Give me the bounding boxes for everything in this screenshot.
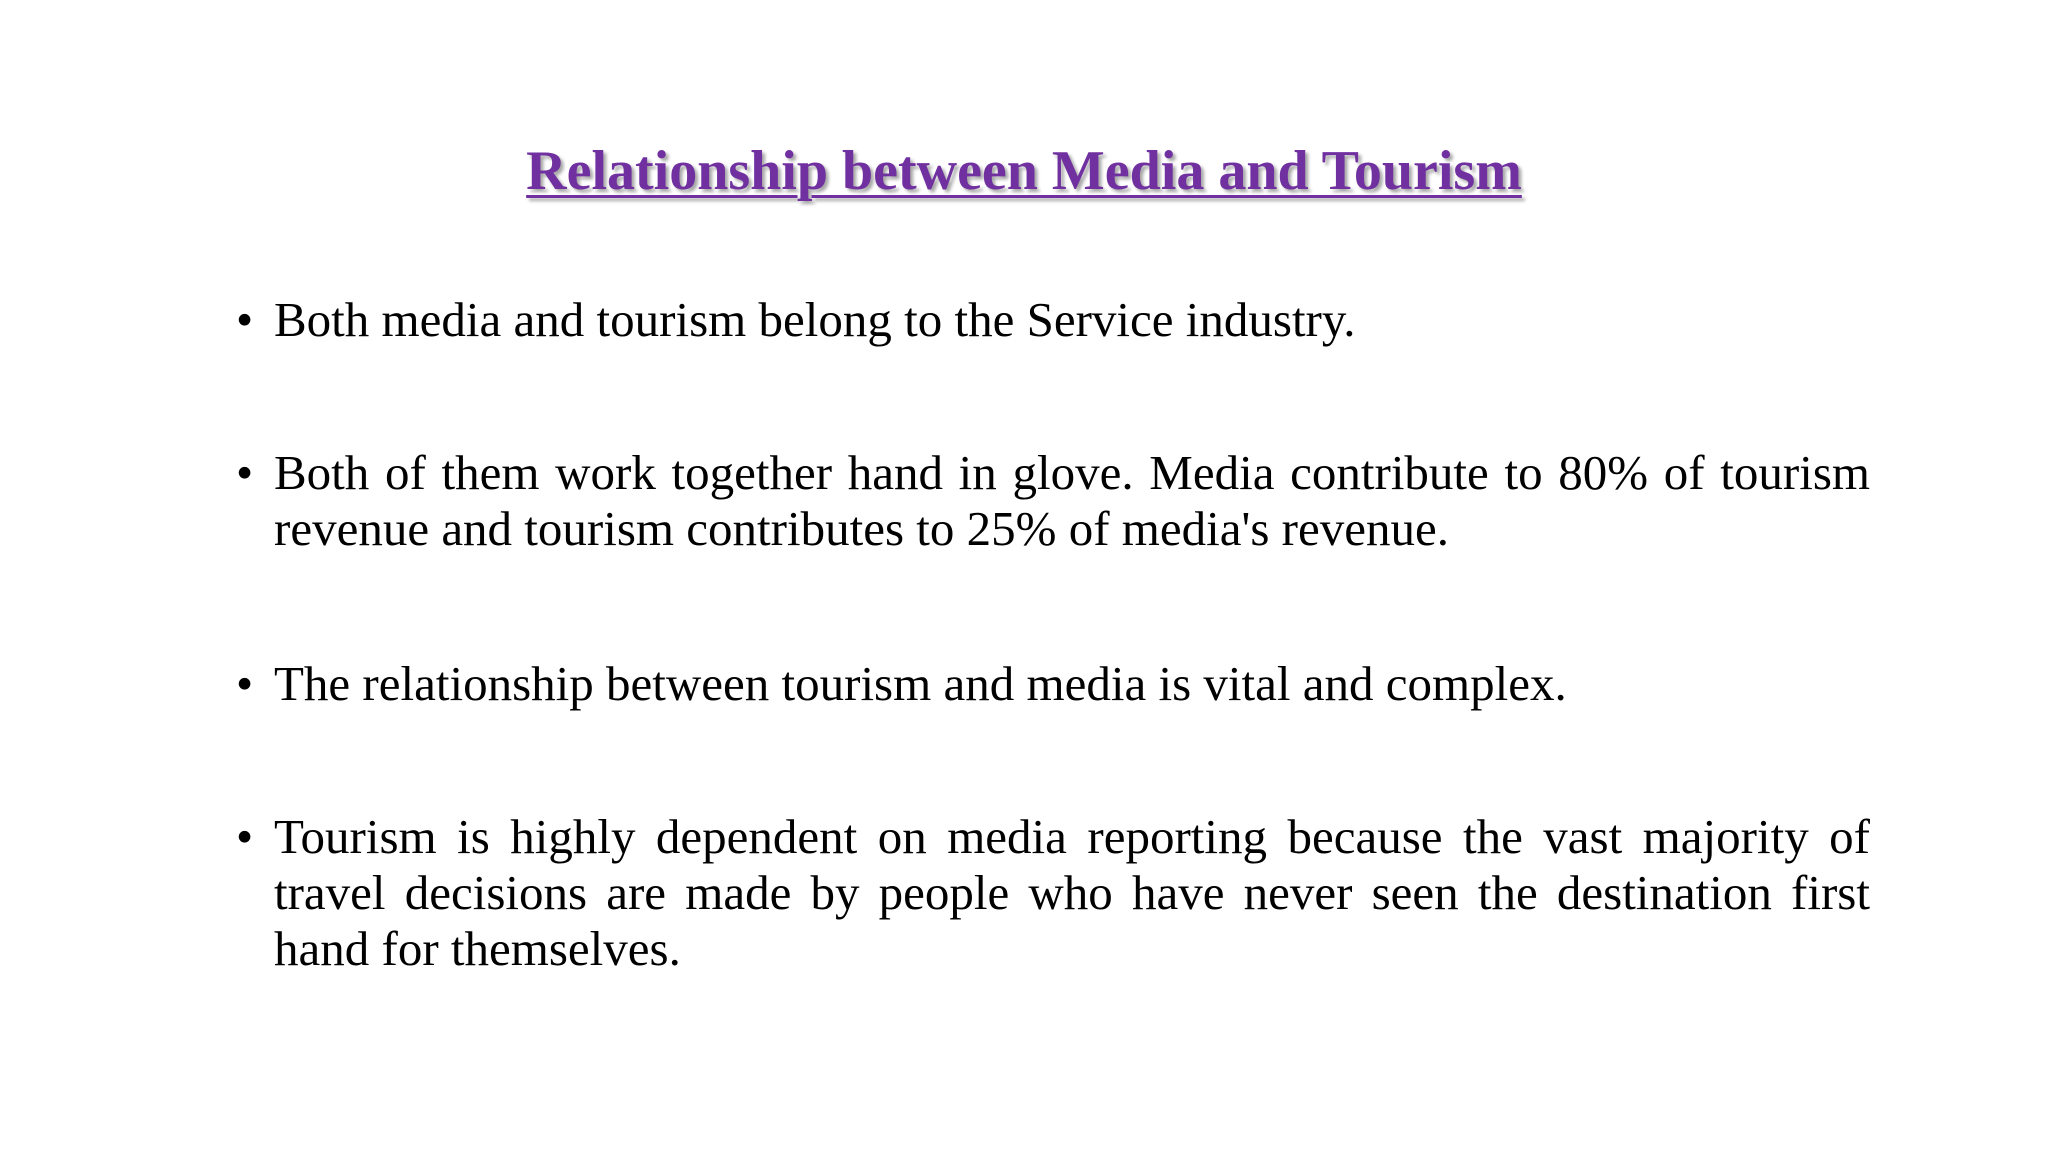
bullet-text: Tourism is highly dependent on media reporting because the vast majority of travel decisions are made by people who have never seen the destination first hand for themselves. [274,809,1870,976]
bullet-item [236,292,1870,348]
slide-title-text: Relationship between Media and Tourism [526,140,1522,202]
bullet-item [236,445,1870,557]
bullet-item [236,656,1870,712]
bullet-dot-icon: • [236,445,254,500]
bullet-text: Both media and tourism belong to the Service industry. [274,292,1356,347]
bullet-dot-icon: • [236,656,254,711]
bullet-item [236,809,1870,977]
bullet-dot-icon: • [236,809,254,864]
bullet-dot-icon: • [236,292,254,347]
slide-title [0,136,2048,206]
bullet-text: Both of them work together hand in glove. Media contribute to 80% of tourism revenue and tourism contributes to 25% of media's revenue. [274,445,1870,556]
bullet-text: The relationship between tourism and media is vital and complex. [274,656,1567,711]
